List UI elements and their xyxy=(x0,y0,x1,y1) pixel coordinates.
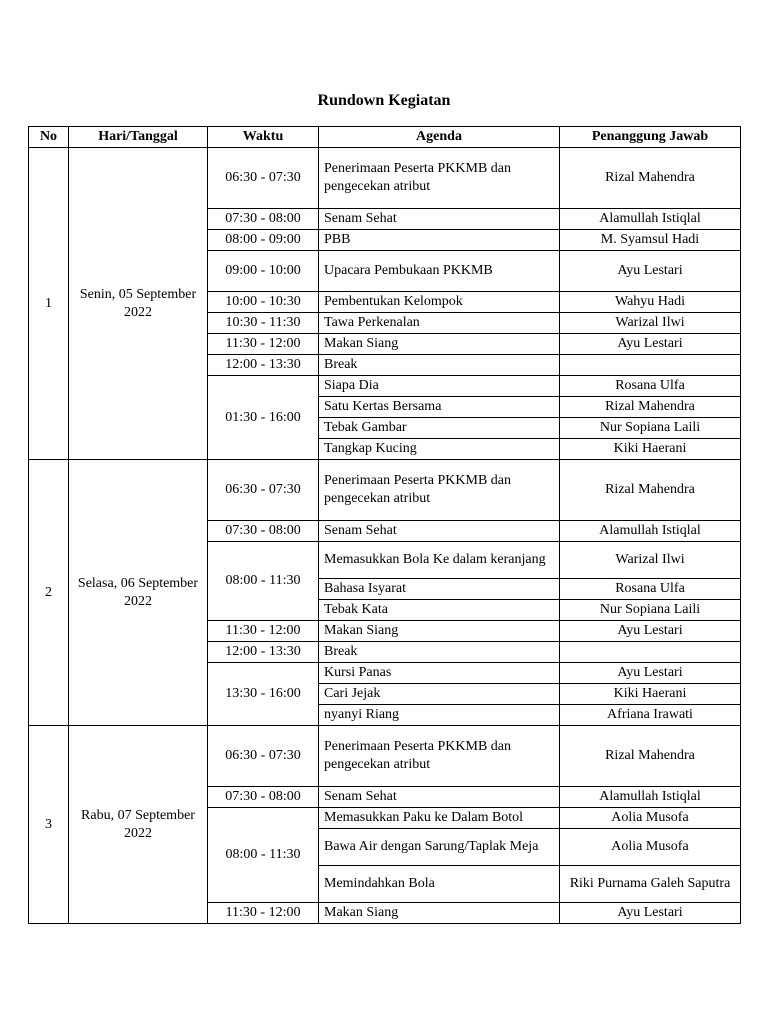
time-cell: 06:30 - 07:30 xyxy=(208,726,319,787)
time-cell: 10:30 - 11:30 xyxy=(208,313,319,334)
agenda-cell: Break xyxy=(319,642,560,663)
agenda-cell: Cari Jejak xyxy=(319,684,560,705)
day-number: 2 xyxy=(29,460,69,726)
pic-cell: Warizal Ilwi xyxy=(560,313,741,334)
pic-cell: Alamullah Istiqlal xyxy=(560,787,741,808)
header-day: Hari/Tanggal xyxy=(69,127,208,148)
pic-cell: Ayu Lestari xyxy=(560,251,741,292)
agenda-cell: Senam Sehat xyxy=(319,209,560,230)
agenda-cell: Penerimaan Peserta PKKMB dan pengecekan atribut xyxy=(319,726,560,787)
header-agenda: Agenda xyxy=(319,127,560,148)
pic-cell: Rizal Mahendra xyxy=(560,460,741,521)
rundown-table xyxy=(28,126,741,924)
agenda-cell: Kursi Panas xyxy=(319,663,560,684)
agenda-cell: Tebak Kata xyxy=(319,600,560,621)
page-title: Rundown Kegiatan xyxy=(317,92,451,109)
pic-cell: M. Syamsul Hadi xyxy=(560,230,741,251)
time-cell: 12:00 - 13:30 xyxy=(208,355,319,376)
time-cell: 08:00 - 11:30 xyxy=(208,808,319,903)
agenda-cell: Memasukkan Paku ke Dalam Botol xyxy=(319,808,560,829)
table-row xyxy=(29,148,741,209)
pic-cell: Kiki Haerani xyxy=(560,684,741,705)
day-date: Rabu, 07 September 2022 xyxy=(69,726,208,924)
header-time: Waktu xyxy=(208,127,319,148)
table-row xyxy=(29,460,741,521)
agenda-cell: Siapa Dia xyxy=(319,376,560,397)
pic-cell: Ayu Lestari xyxy=(560,621,741,642)
time-cell: 08:00 - 09:00 xyxy=(208,230,319,251)
pic-cell: Rosana Ulfa xyxy=(560,579,741,600)
agenda-cell: Tangkap Kucing xyxy=(319,439,560,460)
time-cell: 11:30 - 12:00 xyxy=(208,334,319,355)
pic-cell: Rosana Ulfa xyxy=(560,376,741,397)
table-header-row xyxy=(29,127,741,148)
time-cell: 01:30 - 16:00 xyxy=(208,376,319,460)
agenda-cell: Penerimaan Peserta PKKMB dan pengecekan atribut xyxy=(319,460,560,521)
pic-cell: Rizal Mahendra xyxy=(560,148,741,209)
time-cell: 12:00 - 13:30 xyxy=(208,642,319,663)
agenda-cell: Senam Sehat xyxy=(319,521,560,542)
agenda-cell: Satu Kertas Bersama xyxy=(319,397,560,418)
day-date: Senin, 05 September 2022 xyxy=(69,148,208,460)
pic-cell: Alamullah Istiqlal xyxy=(560,209,741,230)
pic-cell: Aolia Musofa xyxy=(560,808,741,829)
agenda-cell: Memasukkan Bola Ke dalam keranjang xyxy=(319,542,560,579)
day-number: 3 xyxy=(29,726,69,924)
pic-cell: Aolia Musofa xyxy=(560,829,741,866)
agenda-cell: Penerimaan Peserta PKKMB dan pengecekan atribut xyxy=(319,148,560,209)
agenda-cell: nyanyi Riang xyxy=(319,705,560,726)
agenda-cell: Bawa Air dengan Sarung/Taplak Meja xyxy=(319,829,560,866)
agenda-cell: PBB xyxy=(319,230,560,251)
agenda-cell: Makan Siang xyxy=(319,621,560,642)
pic-cell: Warizal Ilwi xyxy=(560,542,741,579)
table-row xyxy=(29,726,741,787)
agenda-cell: Memindahkan Bola xyxy=(319,866,560,903)
agenda-cell: Senam Sehat xyxy=(319,787,560,808)
pic-cell: Wahyu Hadi xyxy=(560,292,741,313)
time-cell: 07:30 - 08:00 xyxy=(208,787,319,808)
agenda-cell: Break xyxy=(319,355,560,376)
agenda-cell: Makan Siang xyxy=(319,903,560,924)
pic-cell: Ayu Lestari xyxy=(560,663,741,684)
agenda-cell: Pembentukan Kelompok xyxy=(319,292,560,313)
agenda-cell: Makan Siang xyxy=(319,334,560,355)
time-cell: 07:30 - 08:00 xyxy=(208,521,319,542)
time-cell: 07:30 - 08:00 xyxy=(208,209,319,230)
header-pic: Penanggung Jawab xyxy=(560,127,741,148)
agenda-cell: Tawa Perkenalan xyxy=(319,313,560,334)
pic-cell: Nur Sopiana Laili xyxy=(560,418,741,439)
pic-cell: Riki Purnama Galeh Saputra xyxy=(560,866,741,903)
pic-cell xyxy=(560,355,741,376)
pic-cell: Ayu Lestari xyxy=(560,334,741,355)
time-cell: 10:00 - 10:30 xyxy=(208,292,319,313)
time-cell: 11:30 - 12:00 xyxy=(208,903,319,924)
time-cell: 06:30 - 07:30 xyxy=(208,460,319,521)
time-cell: 09:00 - 10:00 xyxy=(208,251,319,292)
pic-cell: Alamullah Istiqlal xyxy=(560,521,741,542)
pic-cell: Kiki Haerani xyxy=(560,439,741,460)
time-cell: 08:00 - 11:30 xyxy=(208,542,319,621)
day-date: Selasa, 06 September 2022 xyxy=(69,460,208,726)
time-cell: 11:30 - 12:00 xyxy=(208,621,319,642)
pic-cell: Nur Sopiana Laili xyxy=(560,600,741,621)
time-cell: 06:30 - 07:30 xyxy=(208,148,319,209)
header-no: No xyxy=(29,127,69,148)
day-number: 1 xyxy=(29,148,69,460)
pic-cell: Rizal Mahendra xyxy=(560,397,741,418)
time-cell: 13:30 - 16:00 xyxy=(208,663,319,726)
pic-cell: Afriana Irawati xyxy=(560,705,741,726)
pic-cell: Ayu Lestari xyxy=(560,903,741,924)
pic-cell xyxy=(560,642,741,663)
agenda-cell: Upacara Pembukaan PKKMB xyxy=(319,251,560,292)
pic-cell: Rizal Mahendra xyxy=(560,726,741,787)
agenda-cell: Bahasa Isyarat xyxy=(319,579,560,600)
agenda-cell: Tebak Gambar xyxy=(319,418,560,439)
